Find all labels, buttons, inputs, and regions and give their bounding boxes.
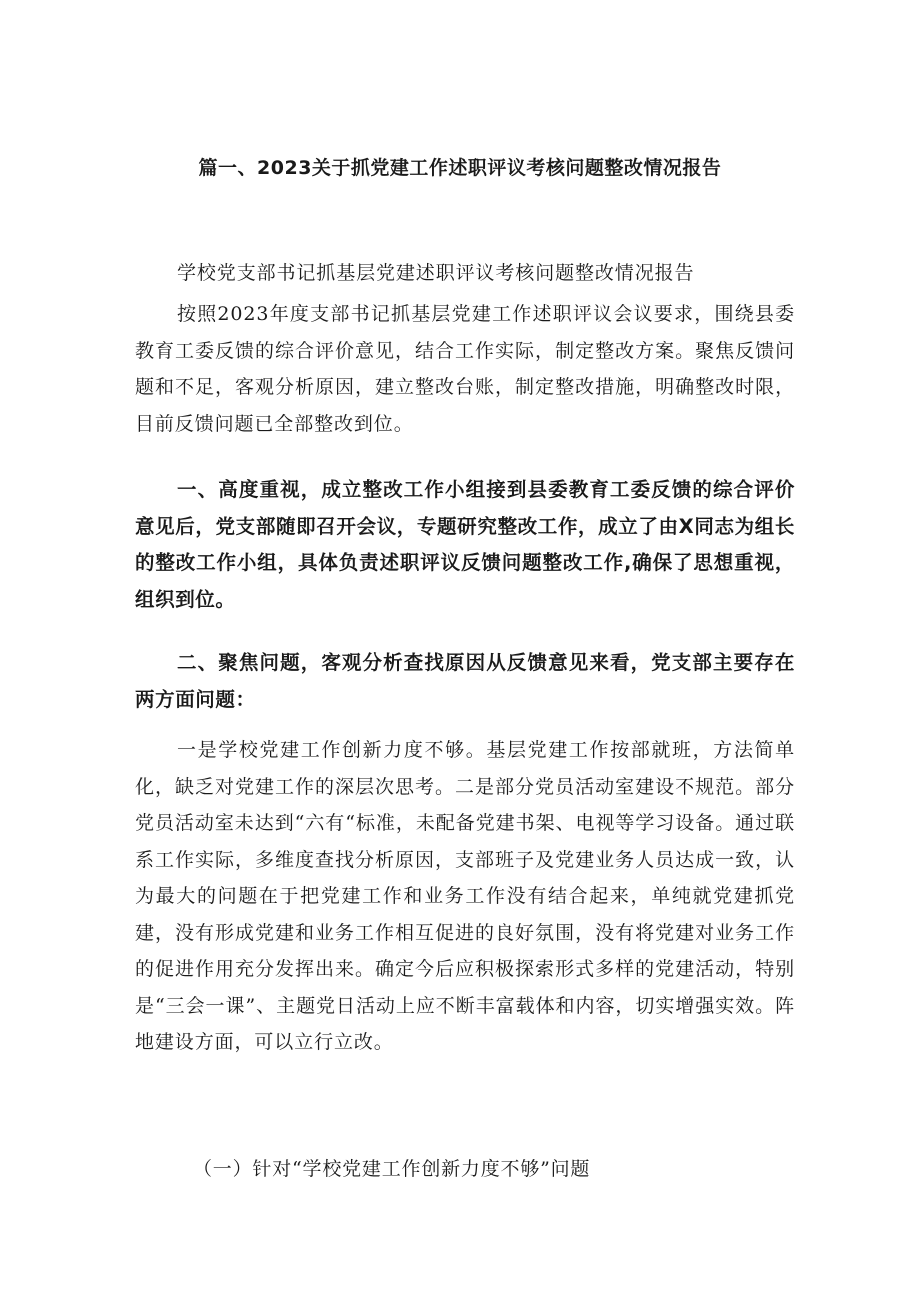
report-subtitle: 学校党支部书记抓基层党建述职评议考核问题整改情况报告: [177, 262, 695, 284]
problems-paragraph: 一是学校党建工作创新力度不够。基层党建工作按部就班，方法简单化，缺乏对党建工作的深层次思考。二是部分党员活动室建设不规范。部分党员活动室未达到“六有“标准，未配备党建书架、电视等学习设备。通过联系工作实际，多维度查找分析原因，支部班子及党建业务人员达成一致，认为最大的问题在于把党建工作和业务工作没有结合起来，单纯就党建抓党建，没有形成党建和业务工作相互促进的良好氛围，没有将党建对业务工作的促进作用充分发挥出来。确定今后应积极探索形式多样的党建活动，特别是“三会一课”、主题党日活动上应不断丰富载体和内容，切实增强实效。阵地建设方面，可以立行立改。: [135, 739, 795, 1053]
section-one-heading-paragraph: 一、高度重视，成立整改工作小组接到县委教育工委反馈的综合评价意见后，党支部随即召开会议，专题研究整改工作，成立了由X同志为组长的整改工作小组，具体负责述职评议反馈问题整改工作,确保了思想重视，组织到位。: [135, 478, 795, 611]
document-title: 篇一、2023关于抓党建工作述职评议考核问题整改情况报告: [198, 157, 722, 179]
subsection-one-heading: （一）针对“学校党建工作创新力度不够”问题: [193, 1158, 591, 1180]
section-two-heading-paragraph: 二、聚焦问题，客观分析查找原因从反馈意见来看，党支部主要存在两方面问题：: [135, 651, 795, 711]
intro-paragraph: 按照2023年度支部书记抓基层党建工作述职评议会议要求，围绕县委教育工委反馈的综合评价意见，结合工作实际，制定整改方案。聚焦反馈问题和不足，客观分析原因，建立整改台账，制定整改措施，明确整改时限，目前反馈问题已全部整改到位。: [135, 303, 795, 435]
